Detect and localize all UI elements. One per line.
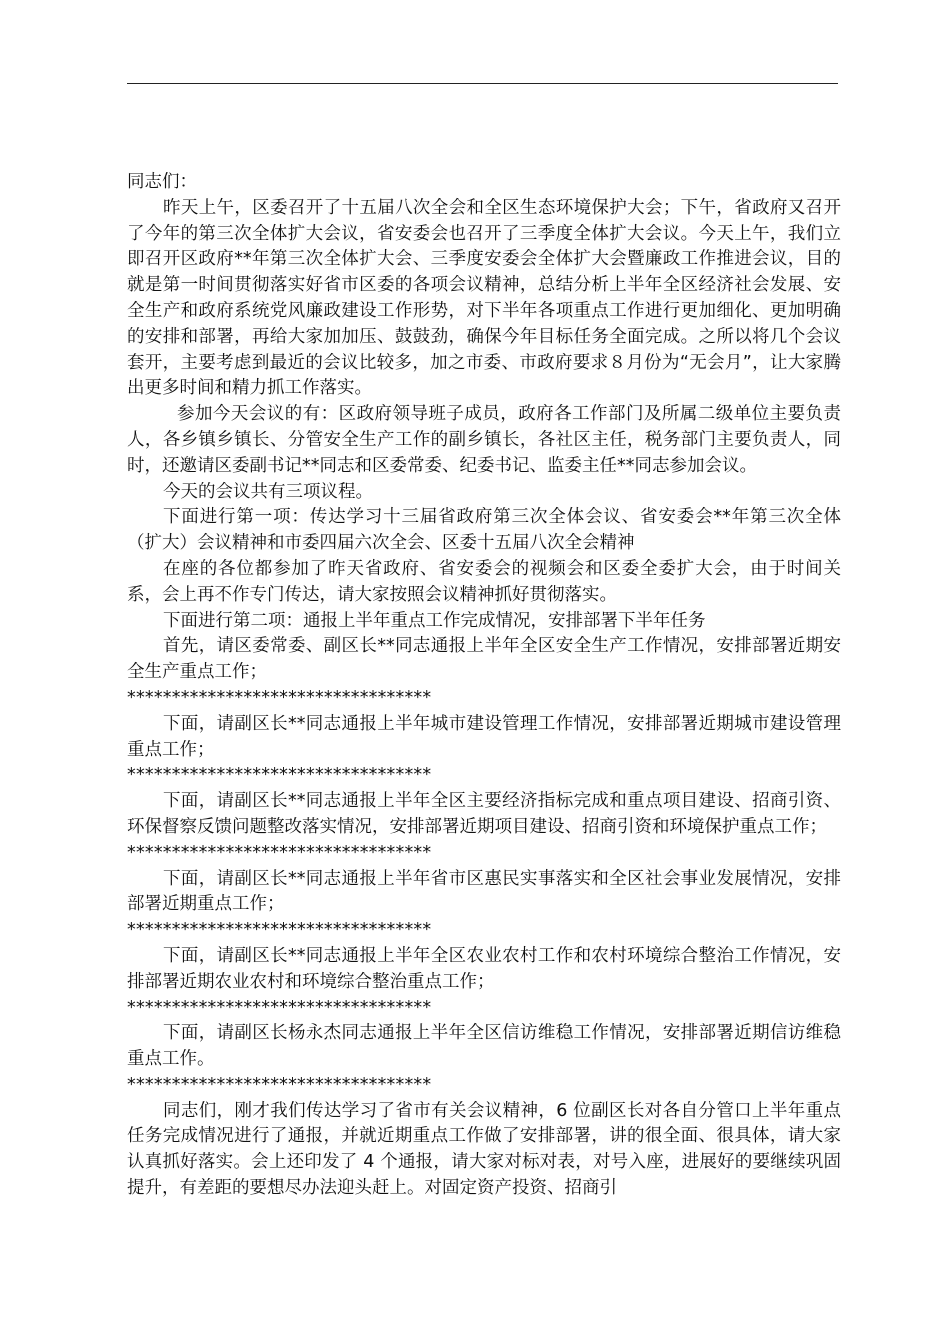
paragraph-item-one: 下面进行第一项：传达学习十三届省政府第三次全体会议、省安委会**年第三次全体（扩大）会议精神和市委四届六次全会、区委十五届八次全会精神 [127,507,841,554]
star-separator: ********************************** [127,842,432,863]
star-separator: ********************************** [127,920,432,941]
paragraph-economy-report: 下面，请副区长**同志通报上半年全区主要经济指标完成和重点项目建设、招商引资、环保督察反馈问题整改落实情况，安排部署近期项目建设、招商引资和环境保护重点工作； [127,791,841,837]
paragraph-item-two: 下面进行第二项：通报上半年重点工作完成情况，安排部署下半年任务 [163,610,706,631]
paragraph-opening: 昨天上午，区委召开了十五届八次全会和全区生态环境保护大会；下午，省政府又召开了今年的第三次全体扩大会议，省安委会也召开了三季度全体扩大会议。今天上午，我们立即召开区政府**年第三次全体扩大会、三季度安委会全体扩大会暨廉政工作推进会议，目的就是第一时间贯彻落实好省市区委的各项会议精神，总结分析上半年全区经济社会发展、安全生产和政府系统党风廉政建设工作形势，对下半年各项重点工作进行更加细化、更加明确的安排和部署，再给大家加加压、鼓鼓劲，确保今年目标任务全面完成。之所以将几个会议套开，主要考虑到最近的会议比较多，加之市委、市政府要求８月份为“无会月”，让大家腾出更多时间和精力抓工作落实。 [127,197,841,399]
paragraph-attendees: 参加今天会议的有：区政府领导班子成员，政府各工作部门及所属二级单位主要负责人，各乡镇乡镇长、分管安全生产工作的副乡镇长，各社区主任，税务部门主要负责人，同时，还邀请区委副书记**同志和区委常委、纪委书记、监委主任**同志参加会议。 [127,404,841,476]
salutation: 同志们： [127,172,197,192]
header-rule [127,83,838,84]
document-body [127,170,841,1202]
star-separator: ********************************** [127,765,432,786]
star-separator: ********************************** [127,1074,432,1095]
paragraph-petition-report: 下面，请副区长杨永杰同志通报上半年全区信访维稳工作情况，安排部署近期信访维稳重点工作。 [127,1023,841,1070]
star-separator: ********************************** [127,687,432,708]
paragraph-summary: 同志们，刚才我们传达学习了省市有关会议精神，6 位副区长对各自分管口上半年重点任务完成情况进行了通报，并就近期重点工作做了安排部署，讲的很全面、很具体，请大家认真抓好落实。会上还印发了 4 个通报，请大家对标对表，对号入座，进展好的要继续巩固提升，有差距的要想尽办法迎头赶上。对固定资产投资、招商引 [127,1100,841,1199]
paragraph-agriculture-report: 下面，请副区长**同志通报上半年全区农业农村工作和农村环境综合整治工作情况，安排部署近期农业农村和环境综合整治重点工作； [127,945,841,992]
star-separator: ********************************** [127,997,432,1018]
paragraph-urban-report: 下面，请副区长**同志通报上半年城市建设管理工作情况，安排部署近期城市建设管理重点工作； [127,713,841,760]
paragraph-agenda: 今天的会议共有三项议程。 [163,481,373,502]
paragraph-item-one-note: 在座的各位都参加了昨天省政府、省安委会的视频会和区委全委扩大会，由于时间关系，会上再不作专门传达，请大家按照会议精神抓好贯彻落实。 [127,558,841,605]
paragraph-welfare-report: 下面，请副区长**同志通报上半年省市区惠民实事落实和全区社会事业发展情况，安排部署近期重点工作； [127,868,841,915]
paragraph-safety-report: 首先，请区委常委、副区长**同志通报上半年全区安全生产工作情况，安排部署近期安全生产重点工作； [127,636,841,683]
